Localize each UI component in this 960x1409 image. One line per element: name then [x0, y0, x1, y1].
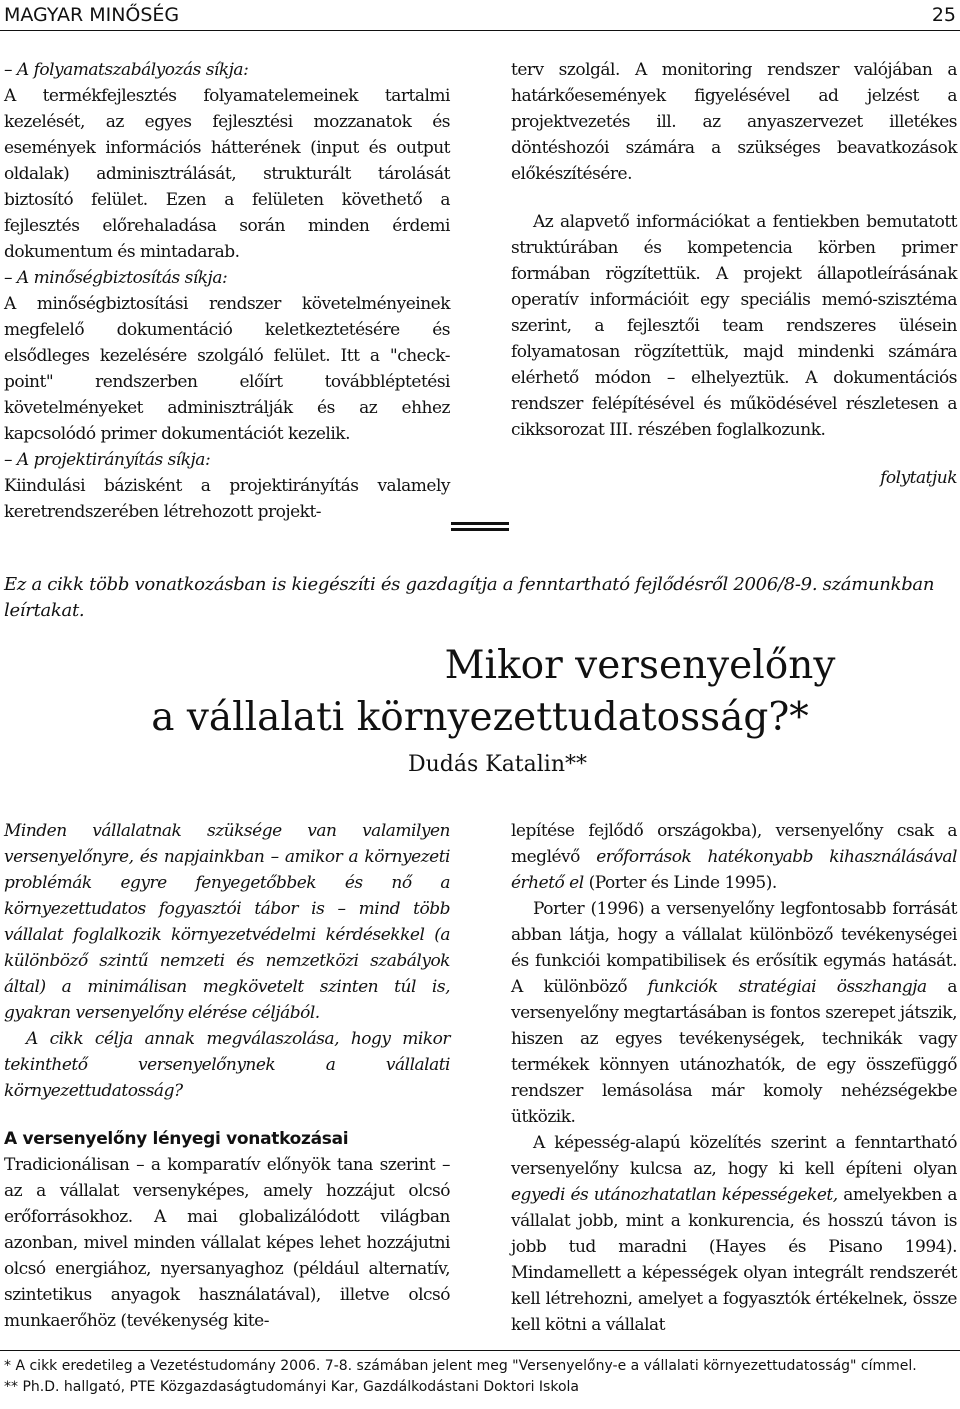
emphasis: egyedi és utánozhatatlan képességeket,: [511, 1185, 838, 1205]
journal-name: MAGYAR MINŐSÉG: [4, 4, 180, 26]
emphasis: erőforrások hatékonyabb kihasználásával érhető el: [511, 847, 957, 893]
top-right-column: [511, 57, 957, 491]
footnote-rule: [0, 1350, 960, 1351]
text-run: (Porter és Linde 1995).: [583, 873, 777, 893]
list-item-heading: – A folyamatszabályozás síkja:: [4, 60, 249, 80]
bottom-right-column: [511, 818, 957, 1338]
title-line: a vállalati környezettudatosság?*: [151, 695, 809, 740]
emphasis: funkciók stratégiai összhangja: [647, 977, 927, 997]
editorial-note: Ez a cikk több vonatkozásban is kiegészíti és gazdagítja a fenntartható fejlődésről 2006/8-9. számunkban leírtakat.: [4, 574, 935, 621]
list-item-heading: – A projektirányítás síkja:: [4, 450, 211, 470]
section-heading: A versenyelőny lényegi vonatkozásai: [4, 1129, 349, 1149]
list-item-body: Kiindulási bázisként a projektirányítás valamely keretrendszerében létrehozott projekt-: [4, 476, 450, 522]
paragraph: Az alapvető információkat a fentiekben bemutatott struktúrában és kompetencia körben primer formában rögzítettük. A projekt állapotleírásának operatív információit egy speciális memó-szisztéma szerint, a fejlesztői team rendszeres ülésein folyamatosan rögzítettük, majd mindenki számára elérhető módon – elhelyeztük. A dokumentációs rendszer felépítésével és működésével részletesen a cikksorozat III. részében foglalkozunk.: [511, 212, 957, 440]
paragraph: [511, 896, 957, 1130]
paragraph: [511, 1130, 957, 1338]
paragraph: terv szolgál. A monitoring rendszer valójában a határkőesemények figyelésével ad jelzést a projektvezetés ill. az anyaszervezet illetékes döntéshozói számára a szükséges beavatkozások előkészítésére.: [511, 60, 957, 184]
footnotes: [4, 1356, 956, 1398]
text-run: a versenyelőny megtartásában is fontos szerepet játszik, hiszen az egyes tevékenységek, technikák vagy termékek könnyen utánozhatók, de egy összefüggő rendszer lemásolása már komoly nehézségekbe ütközik.: [511, 977, 957, 1127]
bottom-left-column: [4, 818, 450, 1334]
text-run: Porter (1996) a versenyelőny legfontosabb forrását abban látja, hogy a vállalat különböző tevékenységei és funkciói kompatibilisek és erősítik egymás hatását. A különböző: [511, 899, 957, 997]
text-run: amelyekben a vállalat jobb, mint a konkurencia, és hosszú távon is jobb tud maradni (Hayes és Pisano 1994). Mindamellett a képességek olyan integrált rendszerét kell létrehozni, amelyet a fogyasztók értékelnek, össze kell kötni a vállalat: [511, 1185, 957, 1335]
footnote: * A cikk eredetileg a Vezetéstudomány 2006. 7-8. számában jelent meg "Versenyelőny-e a vállalati környezettudatosság" címmel.: [4, 1358, 917, 1374]
top-left-column: [4, 57, 450, 525]
abstract-paragraph: Minden vállalatnak szüksége van valamilyen versenyelőnyre, és napjainkban – amikor a környezeti problémák egyre fenyegetőbbek és nő a környezettudatos fogyasztói tábor is – mind több vállalat foglalkozik környezetvédelmi kérdésekkel (a különböző szintű nemzeti és nemzetközi szabályok által) a minimálisan megkövetelt szinten túl is, gyakran versenyelőny elérése céljából.: [4, 821, 450, 1023]
page-header: [0, 0, 960, 32]
list-item-heading: – A minőségbiztosítás síkja:: [4, 268, 228, 288]
abstract-paragraph: A cikk célja annak megválaszolása, hogy mikor tekinthető versenyelőnynek a vállalati környezettudatosság?: [4, 1029, 450, 1101]
footnote: ** Ph.D. hallgató, PTE Közgazdaságtudományi Kar, Gazdálkodástani Doktori Iskola: [4, 1379, 579, 1395]
section-separator: [451, 522, 509, 536]
text-run: A képesség-alapú közelítés szerint a fenntartható versenyelőny kulcsa az, hogy ki kell építeni olyan: [511, 1133, 957, 1179]
header-rule: [0, 30, 960, 31]
title-line: Mikor versenyelőny: [444, 643, 836, 688]
list-item-body: A termékfejlesztés folyamatelemeinek tartalmi kezelését, az egyes fejlesztési mozzanatok és események információs hátterének (input és output oldalak) adminisztrálását, strukturált tárolását biztosító felület. Ezen a felületen követhető a fejlesztés előrehaladása során minden érdemi dokumentum és mintadarab.: [4, 86, 450, 262]
paragraph: [511, 818, 957, 896]
paragraph: Tradicionálisan – a komparatív előnyök tana szerint – az a vállalat versenyképes, amely hozzájut olcsó erőforrásokhoz. A mai globalizálódott világban azonban, mivel minden vállalat képes lehet hozzájutni olcsó energiához, nyersanyaghoz (például alternatív, szintetikus anyagok használatával), illetve olcsó munkaerőhöz (tevékenység kite-: [4, 1155, 450, 1331]
text-run: lepítése fejlődő országokba), versenyelőny csak a meglévő: [511, 821, 957, 867]
page-number: 25: [931, 4, 956, 26]
article-title: [0, 640, 960, 744]
author-name: Dudás Katalin**: [407, 752, 588, 777]
continued-label: folytatjuk: [880, 468, 957, 488]
list-item-body: A minőségbiztosítási rendszer követelményeinek megfelelő dokumentáció keletkeztetésére és elsődleges kezelésére szolgáló felület. Itt a "check-point" rendszerben előírt továbbléptetési követelményeket adminisztrálják és az ehhez kapcsolódó primer dokumentációt kezelik.: [4, 294, 450, 444]
